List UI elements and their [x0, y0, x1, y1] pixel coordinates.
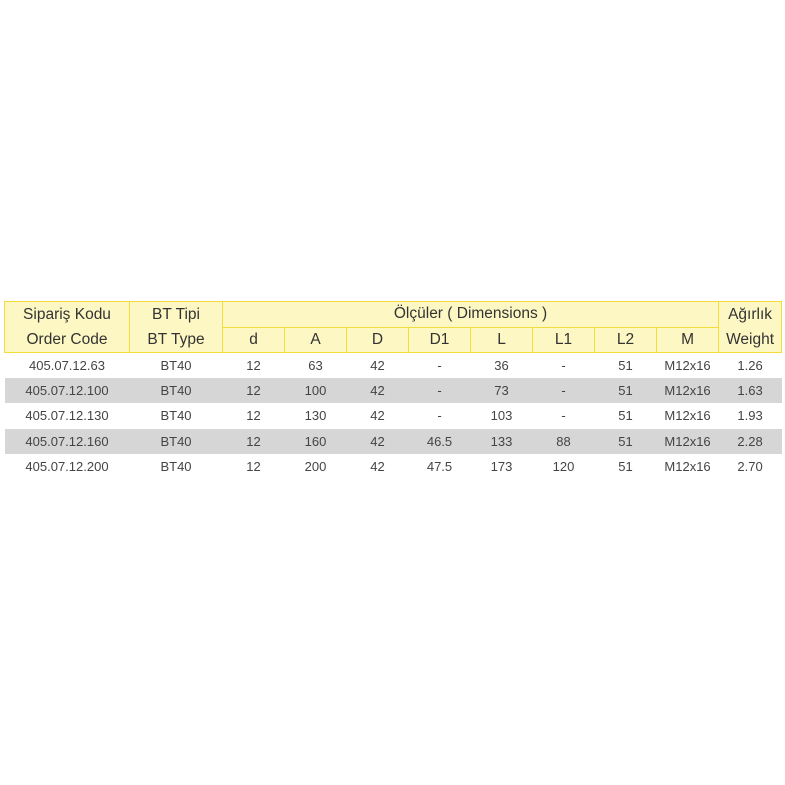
table-body [5, 353, 782, 479]
weight-cell: 1.93 [737, 408, 763, 424]
M-cell: M12x16 [657, 429, 719, 454]
D1-cell: 47.5 [426, 458, 453, 474]
L2-cell: 51 [595, 378, 657, 403]
D1-cell: - [437, 408, 442, 424]
dim-col-L1: L1 [533, 327, 595, 353]
D-cell: 42 [347, 378, 409, 403]
L-cell: 73 [471, 378, 533, 403]
L2-cell: 51 [618, 408, 633, 424]
table-row [5, 429, 782, 454]
D-cell: 42 [370, 408, 385, 424]
L2-cell: 51 [618, 458, 633, 474]
table-row [5, 454, 782, 479]
D-cell: 42 [370, 458, 385, 474]
weight-cell: 1.26 [737, 358, 763, 374]
D1-cell: 46.5 [409, 429, 471, 454]
table-row [5, 403, 782, 428]
A-cell: 63 [308, 358, 323, 374]
table-row [5, 353, 782, 379]
L-cell: 133 [471, 429, 533, 454]
type-cell: BT40 [160, 358, 192, 374]
order-code-cell: 405.07.12.100 [5, 378, 130, 403]
M-cell: M12x16 [657, 378, 719, 403]
order-code-cell: 405.07.12.63 [29, 358, 105, 374]
L1-cell: - [561, 358, 566, 374]
d-cell: 12 [223, 378, 285, 403]
M-cell: M12x16 [664, 408, 711, 424]
weight-header [719, 302, 782, 353]
D-cell: 42 [347, 429, 409, 454]
order-code-header-tr: Sipariş Kodu [23, 306, 111, 323]
type-cell: BT40 [160, 458, 192, 474]
spec-table [4, 301, 782, 479]
L1-cell: 88 [533, 429, 595, 454]
dim-col-L2: L2 [595, 327, 657, 353]
weight-header-en: Weight [726, 331, 775, 348]
A-cell: 130 [304, 408, 327, 424]
dim-col-M: M [657, 327, 719, 353]
L1-cell: - [561, 408, 566, 424]
type-header [130, 302, 223, 353]
M-cell: M12x16 [664, 458, 711, 474]
D1-cell: - [437, 358, 442, 374]
d-cell: 12 [223, 429, 285, 454]
order-code-cell: 405.07.12.130 [25, 408, 109, 424]
order-code-cell: 405.07.12.200 [25, 458, 109, 474]
A-cell: 160 [285, 429, 347, 454]
table-row [5, 378, 782, 403]
L-cell: 173 [490, 458, 513, 474]
L2-cell: 51 [618, 358, 633, 374]
d-cell: 12 [246, 358, 261, 374]
type-cell: BT40 [130, 429, 223, 454]
A-cell: 100 [285, 378, 347, 403]
weight-header-tr: Ağırlık [728, 306, 773, 323]
D1-cell: - [409, 378, 471, 403]
L1-cell: 120 [552, 458, 575, 474]
D-cell: 42 [370, 358, 385, 374]
weight-cell: 2.70 [737, 458, 763, 474]
type-cell: BT40 [160, 408, 192, 424]
d-cell: 12 [246, 408, 261, 424]
dim-col-D1: D1 [409, 327, 471, 353]
type-cell: BT40 [130, 378, 223, 403]
type-header-en: BT Type [147, 331, 205, 348]
M-cell: M12x16 [664, 358, 711, 374]
dim-col-d: d [223, 327, 285, 353]
dim-col-D: D [347, 327, 409, 353]
weight-cell: 1.63 [719, 378, 782, 403]
table-header [5, 302, 782, 353]
type-header-tr: BT Tipi [152, 306, 200, 323]
L-cell: 36 [494, 358, 509, 374]
d-cell: 12 [246, 458, 261, 474]
order-code-cell: 405.07.12.160 [5, 429, 130, 454]
L-cell: 103 [490, 408, 513, 424]
order-code-header-en: Order Code [26, 331, 108, 348]
weight-cell: 2.28 [719, 429, 782, 454]
order-code-header [5, 302, 130, 353]
L1-cell: - [533, 378, 595, 403]
dimensions-header: Ölçüler ( Dimensions ) [223, 302, 719, 328]
A-cell: 200 [304, 458, 327, 474]
dim-col-A: A [285, 327, 347, 353]
dim-col-L: L [471, 327, 533, 353]
L2-cell: 51 [595, 429, 657, 454]
